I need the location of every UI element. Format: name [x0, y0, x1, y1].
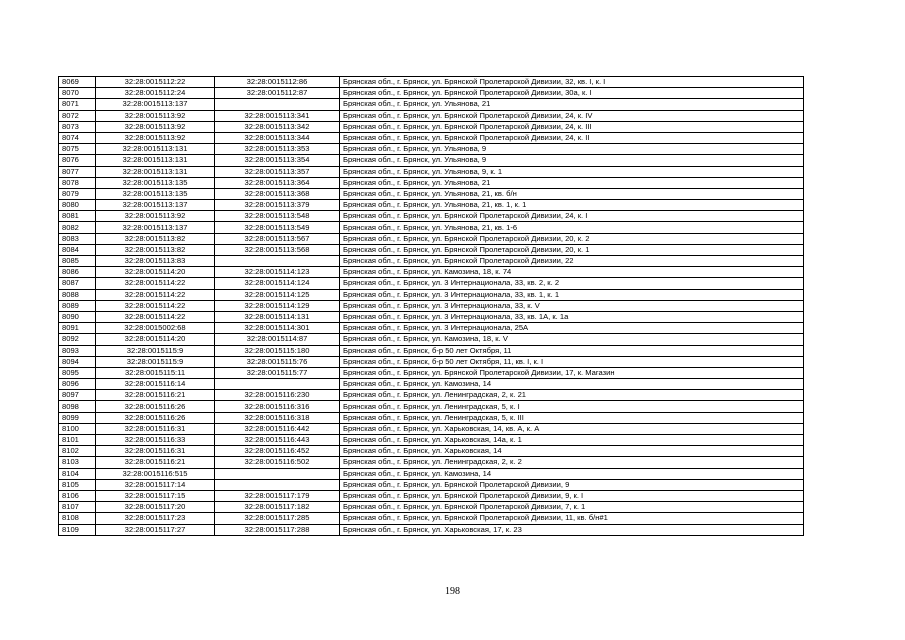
object-number-cell: 32:28:0015116:230	[215, 390, 340, 401]
parcel-number-cell: 32:28:0015112:24	[96, 88, 215, 99]
object-number-cell: 32:28:0015113:353	[215, 144, 340, 155]
row-number-cell: 8087	[59, 278, 96, 289]
parcel-number-cell: 32:28:0015113:82	[96, 244, 215, 255]
table-row	[59, 200, 804, 211]
address-cell: Брянская обл., г. Брянск, ул. Харьковская, 14, кв. А, к. А	[340, 423, 804, 434]
address-cell: Брянская обл., г. Брянск, ул. Ульянова, 21	[340, 177, 804, 188]
object-number-cell: 32:28:0015116:443	[215, 435, 340, 446]
object-number-cell	[215, 479, 340, 490]
object-number-cell: 32:28:0015114:123	[215, 267, 340, 278]
row-number-cell: 8109	[59, 524, 96, 535]
table-row	[59, 211, 804, 222]
row-number-cell: 8081	[59, 211, 96, 222]
address-cell: Брянская обл., г. Брянск, ул. 3 Интернационала, 25А	[340, 323, 804, 334]
table-row	[59, 110, 804, 121]
table-row	[59, 457, 804, 468]
object-number-cell: 32:28:0015115:76	[215, 356, 340, 367]
object-number-cell: 32:28:0015113:568	[215, 244, 340, 255]
table-row	[59, 513, 804, 524]
row-number-cell: 8071	[59, 99, 96, 110]
table-row	[59, 311, 804, 322]
table-row	[59, 423, 804, 434]
table-row	[59, 334, 804, 345]
object-number-cell: 32:28:0015113:364	[215, 177, 340, 188]
parcel-number-cell: 32:28:0015116:14	[96, 379, 215, 390]
table-row	[59, 155, 804, 166]
parcel-number-cell: 32:28:0015113:131	[96, 144, 215, 155]
object-number-cell	[215, 99, 340, 110]
address-cell: Брянская обл., г. Брянск, ул. Камозина, 18, к. 74	[340, 267, 804, 278]
object-number-cell: 32:28:0015112:86	[215, 77, 340, 88]
row-number-cell: 8076	[59, 155, 96, 166]
object-number-cell: 32:28:0015115:180	[215, 345, 340, 356]
row-number-cell: 8080	[59, 200, 96, 211]
row-number-cell: 8086	[59, 267, 96, 278]
object-number-cell: 32:28:0015116:502	[215, 457, 340, 468]
row-number-cell: 8095	[59, 367, 96, 378]
address-cell: Брянская обл., г. Брянск, ул. Харьковская, 17, к. 23	[340, 524, 804, 535]
address-cell: Брянская обл., г. Брянск, ул. Брянской Пролетарской Дивизии, 24, к. I	[340, 211, 804, 222]
row-number-cell: 8072	[59, 110, 96, 121]
address-cell: Брянская обл., г. Брянск, ул. Ульянова, 9, к. 1	[340, 166, 804, 177]
table-row	[59, 77, 804, 88]
table-row	[59, 267, 804, 278]
row-number-cell: 8077	[59, 166, 96, 177]
row-number-cell: 8079	[59, 188, 96, 199]
object-number-cell: 32:28:0015117:182	[215, 502, 340, 513]
row-number-cell: 8100	[59, 423, 96, 434]
object-number-cell: 32:28:0015117:288	[215, 524, 340, 535]
object-number-cell: 32:28:0015114:124	[215, 278, 340, 289]
object-number-cell: 32:28:0015116:452	[215, 446, 340, 457]
object-number-cell: 32:28:0015116:318	[215, 412, 340, 423]
object-number-cell: 32:28:0015114:87	[215, 334, 340, 345]
parcel-number-cell: 32:28:0015116:515	[96, 468, 215, 479]
parcel-number-cell: 32:28:0015116:26	[96, 412, 215, 423]
table-row	[59, 502, 804, 513]
table-row	[59, 121, 804, 132]
row-number-cell: 8088	[59, 289, 96, 300]
row-number-cell: 8103	[59, 457, 96, 468]
row-number-cell: 8083	[59, 233, 96, 244]
table-row	[59, 479, 804, 490]
parcel-number-cell: 32:28:0015117:20	[96, 502, 215, 513]
parcel-number-cell: 32:28:0015113:135	[96, 188, 215, 199]
row-number-cell: 8108	[59, 513, 96, 524]
row-number-cell: 8075	[59, 144, 96, 155]
table-row	[59, 88, 804, 99]
address-cell: Брянская обл., г. Брянск, ул. Брянской Пролетарской Дивизии, 30а, к. I	[340, 88, 804, 99]
object-number-cell: 32:28:0015113:368	[215, 188, 340, 199]
row-number-cell: 8093	[59, 345, 96, 356]
parcel-number-cell: 32:28:0015113:82	[96, 233, 215, 244]
parcel-number-cell: 32:28:0015002:68	[96, 323, 215, 334]
address-cell: Брянская обл., г. Брянск, б-р 50 лет Октября, 11, кв. I, к. I	[340, 356, 804, 367]
parcel-number-cell: 32:28:0015113:92	[96, 211, 215, 222]
parcel-number-cell: 32:28:0015113:137	[96, 200, 215, 211]
row-number-cell: 8078	[59, 177, 96, 188]
table-row	[59, 188, 804, 199]
address-cell: Брянская обл., г. Брянск, ул. Ульянова, 9	[340, 144, 804, 155]
parcel-number-cell: 32:28:0015115:11	[96, 367, 215, 378]
object-number-cell: 32:28:0015112:87	[215, 88, 340, 99]
registry-table	[58, 76, 804, 536]
table-row	[59, 356, 804, 367]
object-number-cell: 32:28:0015116:442	[215, 423, 340, 434]
address-cell: Брянская обл., г. Брянск, ул. Брянской Пролетарской Дивизии, 17, к. Магазин	[340, 367, 804, 378]
object-number-cell: 32:28:0015115:77	[215, 367, 340, 378]
address-cell: Брянская обл., г. Брянск, ул. Брянской Пролетарской Дивизии, 24, к. IV	[340, 110, 804, 121]
parcel-number-cell: 32:28:0015113:131	[96, 166, 215, 177]
address-cell: Брянская обл., г. Брянск, ул. Брянской Пролетарской Дивизии, 20, к. 1	[340, 244, 804, 255]
table-row	[59, 490, 804, 501]
address-cell: Брянская обл., г. Брянск, ул. 3 Интернационала, 33, кв. 2, к. 2	[340, 278, 804, 289]
parcel-number-cell: 32:28:0015113:92	[96, 132, 215, 143]
parcel-number-cell: 32:28:0015113:135	[96, 177, 215, 188]
address-cell: Брянская обл., г. Брянск, ул. 3 Интернационала, 33, кв. 1А, к. 1а	[340, 311, 804, 322]
address-cell: Брянская обл., г. Брянск, ул. Ленинградская, 2, к. 21	[340, 390, 804, 401]
address-cell: Брянская обл., г. Брянск, ул. Камозина, 14	[340, 468, 804, 479]
address-cell: Брянская обл., г. Брянск, ул. Камозина, 18, к. V	[340, 334, 804, 345]
table-row	[59, 256, 804, 267]
object-number-cell	[215, 256, 340, 267]
address-cell: Брянская обл., г. Брянск, ул. Брянской Пролетарской Дивизии, 24, к. III	[340, 121, 804, 132]
row-number-cell: 8099	[59, 412, 96, 423]
table-row	[59, 132, 804, 143]
row-number-cell: 8070	[59, 88, 96, 99]
table-row	[59, 367, 804, 378]
row-number-cell: 8091	[59, 323, 96, 334]
address-cell: Брянская обл., г. Брянск, ул. Брянской Пролетарской Дивизии, 32, кв. I, к. I	[340, 77, 804, 88]
row-number-cell: 8069	[59, 77, 96, 88]
object-number-cell: 32:28:0015116:316	[215, 401, 340, 412]
object-number-cell	[215, 379, 340, 390]
address-cell: Брянская обл., г. Брянск, ул. Ульянова, 9	[340, 155, 804, 166]
table-row	[59, 401, 804, 412]
row-number-cell: 8074	[59, 132, 96, 143]
parcel-number-cell: 32:28:0015116:33	[96, 435, 215, 446]
parcel-number-cell: 32:28:0015117:15	[96, 490, 215, 501]
address-cell: Брянская обл., г. Брянск, ул. Харьковская, 14	[340, 446, 804, 457]
address-cell: Брянская обл., г. Брянск, б-р 50 лет Октября, 11	[340, 345, 804, 356]
object-number-cell: 32:28:0015113:549	[215, 222, 340, 233]
table-row	[59, 446, 804, 457]
table-row	[59, 177, 804, 188]
object-number-cell: 32:28:0015117:285	[215, 513, 340, 524]
parcel-number-cell: 32:28:0015113:92	[96, 121, 215, 132]
row-number-cell: 8096	[59, 379, 96, 390]
table-row	[59, 323, 804, 334]
row-number-cell: 8101	[59, 435, 96, 446]
object-number-cell	[215, 468, 340, 479]
parcel-number-cell: 32:28:0015114:20	[96, 334, 215, 345]
parcel-number-cell: 32:28:0015116:21	[96, 390, 215, 401]
address-cell: Брянская обл., г. Брянск, ул. Ульянова, 21, кв. 1-6	[340, 222, 804, 233]
row-number-cell: 8105	[59, 479, 96, 490]
row-number-cell: 8092	[59, 334, 96, 345]
object-number-cell: 32:28:0015114:125	[215, 289, 340, 300]
parcel-number-cell: 32:28:0015117:23	[96, 513, 215, 524]
parcel-number-cell: 32:28:0015117:27	[96, 524, 215, 535]
address-cell: Брянская обл., г. Брянск, ул. Ленинградская, 5, к. I	[340, 401, 804, 412]
table-row	[59, 300, 804, 311]
address-cell: Брянская обл., г. Брянск, ул. Ульянова, 21, кв. 1, к. 1	[340, 200, 804, 211]
table-row	[59, 278, 804, 289]
table-row	[59, 166, 804, 177]
parcel-number-cell: 32:28:0015113:92	[96, 110, 215, 121]
registry-table-body	[59, 77, 804, 536]
parcel-number-cell: 32:28:0015116:26	[96, 401, 215, 412]
address-cell: Брянская обл., г. Брянск, ул. Брянской Пролетарской Дивизии, 24, к. II	[340, 132, 804, 143]
parcel-number-cell: 32:28:0015113:137	[96, 99, 215, 110]
row-number-cell: 8090	[59, 311, 96, 322]
parcel-number-cell: 32:28:0015114:22	[96, 289, 215, 300]
object-number-cell: 32:28:0015113:354	[215, 155, 340, 166]
address-cell: Брянская обл., г. Брянск, ул. Ульянова, 21	[340, 99, 804, 110]
row-number-cell: 8084	[59, 244, 96, 255]
object-number-cell: 32:28:0015114:129	[215, 300, 340, 311]
table-row	[59, 379, 804, 390]
parcel-number-cell: 32:28:0015114:22	[96, 300, 215, 311]
object-number-cell: 32:28:0015114:131	[215, 311, 340, 322]
object-number-cell: 32:28:0015113:548	[215, 211, 340, 222]
address-cell: Брянская обл., г. Брянск, ул. Брянской Пролетарской Дивизии, 20, к. 2	[340, 233, 804, 244]
address-cell: Брянская обл., г. Брянск, ул. Ленинградская, 2, к. 2	[340, 457, 804, 468]
address-cell: Брянская обл., г. Брянск, ул. Ульянова, 21, кв. б/н	[340, 188, 804, 199]
parcel-number-cell: 32:28:0015113:83	[96, 256, 215, 267]
parcel-number-cell: 32:28:0015113:131	[96, 155, 215, 166]
row-number-cell: 8107	[59, 502, 96, 513]
address-cell: Брянская обл., г. Брянск, ул. Брянской Пролетарской Дивизии, 7, к. 1	[340, 502, 804, 513]
row-number-cell: 8082	[59, 222, 96, 233]
parcel-number-cell: 32:28:0015116:31	[96, 446, 215, 457]
address-cell: Брянская обл., г. Брянск, ул. 3 Интернационала, 33, кв. 1, к. 1	[340, 289, 804, 300]
address-cell: Брянская обл., г. Брянск, ул. 3 Интернационала, 33, к. V	[340, 300, 804, 311]
address-cell: Брянская обл., г. Брянск, ул. Брянской Пролетарской Дивизии, 22	[340, 256, 804, 267]
table-row	[59, 222, 804, 233]
row-number-cell: 8104	[59, 468, 96, 479]
row-number-cell: 8102	[59, 446, 96, 457]
object-number-cell: 32:28:0015113:357	[215, 166, 340, 177]
parcel-number-cell: 32:28:0015116:21	[96, 457, 215, 468]
table-row	[59, 144, 804, 155]
table-row	[59, 390, 804, 401]
address-cell: Брянская обл., г. Брянск, ул. Харьковская, 14а, к. 1	[340, 435, 804, 446]
row-number-cell: 8089	[59, 300, 96, 311]
table-row	[59, 412, 804, 423]
table-row	[59, 233, 804, 244]
parcel-number-cell: 32:28:0015115:9	[96, 345, 215, 356]
table-row	[59, 289, 804, 300]
object-number-cell: 32:28:0015113:342	[215, 121, 340, 132]
object-number-cell: 32:28:0015113:341	[215, 110, 340, 121]
object-number-cell: 32:28:0015114:301	[215, 323, 340, 334]
parcel-number-cell: 32:28:0015114:22	[96, 278, 215, 289]
object-number-cell: 32:28:0015113:379	[215, 200, 340, 211]
row-number-cell: 8097	[59, 390, 96, 401]
object-number-cell: 32:28:0015113:344	[215, 132, 340, 143]
table-row	[59, 244, 804, 255]
table-row	[59, 345, 804, 356]
address-cell: Брянская обл., г. Брянск, ул. Брянской Пролетарской Дивизии, 11, кв. б/н#1	[340, 513, 804, 524]
row-number-cell: 8073	[59, 121, 96, 132]
address-cell: Брянская обл., г. Брянск, ул. Брянской Пролетарской Дивизии, 9, к. I	[340, 490, 804, 501]
parcel-number-cell: 32:28:0015114:20	[96, 267, 215, 278]
parcel-number-cell: 32:28:0015116:31	[96, 423, 215, 434]
row-number-cell: 8094	[59, 356, 96, 367]
row-number-cell: 8098	[59, 401, 96, 412]
object-number-cell: 32:28:0015117:179	[215, 490, 340, 501]
table-row	[59, 468, 804, 479]
row-number-cell: 8106	[59, 490, 96, 501]
parcel-number-cell: 32:28:0015112:22	[96, 77, 215, 88]
page-number: 198	[445, 586, 460, 597]
object-number-cell: 32:28:0015113:567	[215, 233, 340, 244]
parcel-number-cell: 32:28:0015115:9	[96, 356, 215, 367]
table-row	[59, 99, 804, 110]
parcel-number-cell: 32:28:0015113:137	[96, 222, 215, 233]
table-row	[59, 524, 804, 535]
address-cell: Брянская обл., г. Брянск, ул. Камозина, 14	[340, 379, 804, 390]
address-cell: Брянская обл., г. Брянск, ул. Ленинградская, 5, к. III	[340, 412, 804, 423]
row-number-cell: 8085	[59, 256, 96, 267]
parcel-number-cell: 32:28:0015114:22	[96, 311, 215, 322]
table-row	[59, 435, 804, 446]
parcel-number-cell: 32:28:0015117:14	[96, 479, 215, 490]
address-cell: Брянская обл., г. Брянск, ул. Брянской Пролетарской Дивизии, 9	[340, 479, 804, 490]
